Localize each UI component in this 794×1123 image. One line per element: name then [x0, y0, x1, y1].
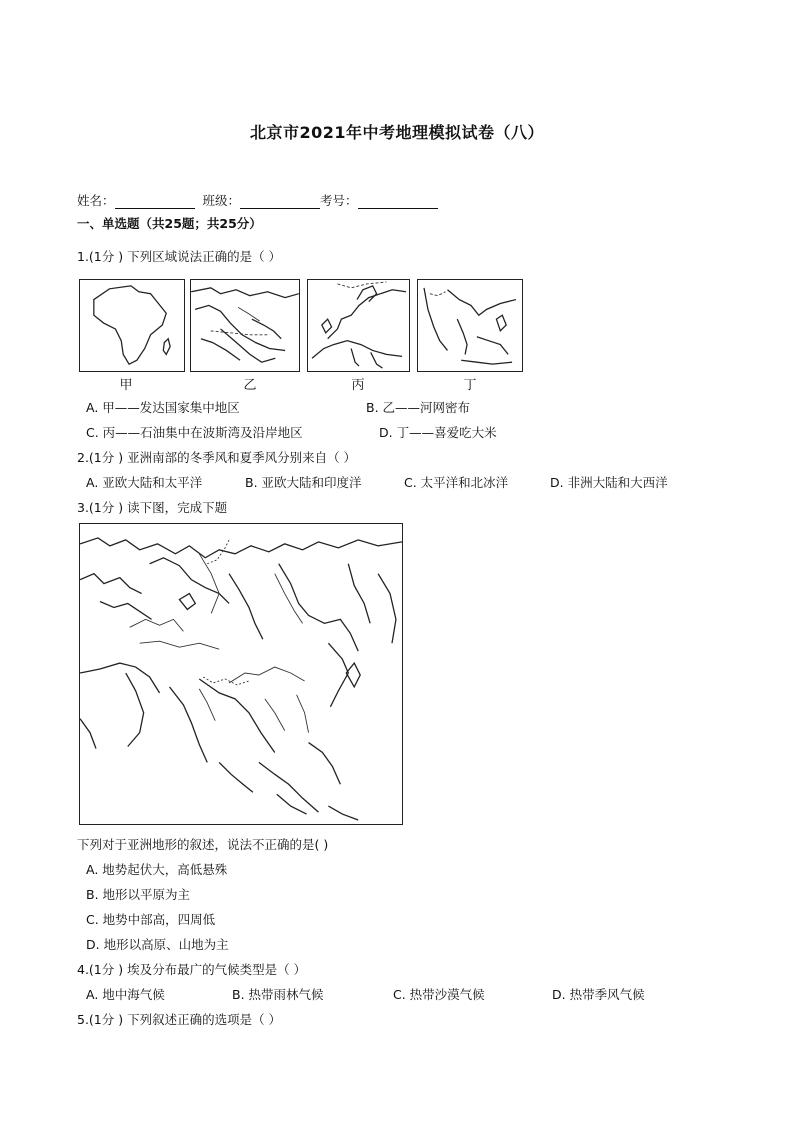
question-3-stem: 3.(1分 ) 读下图，完成下题	[77, 500, 228, 515]
question-5-stem: 5.(1分 ) 下列叙述正确的选项是（ ）	[77, 1012, 282, 1027]
q1-option-c[interactable]: C. 丙——石油集中在波斯湾及沿岸地区	[86, 425, 303, 440]
exam-no-label: 考号：	[320, 193, 358, 208]
q1-option-b[interactable]: B. 乙——河网密布	[366, 400, 471, 415]
map-africa	[79, 279, 185, 372]
q3-option-d[interactable]: D. 地形以高原、山地为主	[86, 937, 229, 952]
q1-option-a[interactable]: A. 甲——发达国家集中地区	[86, 400, 240, 415]
q4-option-b[interactable]: B. 热带雨林气候	[232, 987, 324, 1002]
section-heading: 一、单选题（共25题；共25分）	[77, 216, 262, 231]
page-title: 北京市2021年中考地理模拟试卷（八）	[249, 123, 545, 142]
map-middle-east	[190, 279, 300, 372]
q2-option-d[interactable]: D. 非洲大陆和大西洋	[550, 475, 668, 490]
question-4-stem: 4.(1分 ) 埃及分布最广的气候类型是（ ）	[77, 962, 307, 977]
q3-option-b[interactable]: B. 地形以平原为主	[86, 887, 191, 902]
q2-option-b[interactable]: B. 亚欧大陆和印度洋	[245, 475, 362, 490]
map-asia	[79, 523, 403, 825]
map-label-ding: 丁	[463, 378, 477, 393]
map-label-jia: 甲	[119, 378, 133, 393]
map-label-bing: 丙	[351, 378, 365, 393]
map-label-yi: 乙	[243, 378, 257, 393]
q1-option-d[interactable]: D. 丁——喜爱吃大米	[379, 425, 497, 440]
q3-sub-question: 下列对于亚洲地形的叙述，说法不正确的是( )	[77, 837, 329, 852]
name-label: 姓名：	[77, 193, 115, 208]
question-2-stem: 2.(1分 ) 亚洲南部的冬季风和夏季风分别来自（ ）	[77, 450, 357, 465]
q4-option-c[interactable]: C. 热带沙漠气候	[393, 987, 485, 1002]
map-europe	[307, 279, 410, 372]
q2-option-c[interactable]: C. 太平洋和北冰洋	[404, 475, 509, 490]
question-1-stem: 1.(1分 ) 下列区域说法正确的是（ ）	[77, 249, 282, 264]
q4-option-a[interactable]: A. 地中海气候	[86, 987, 165, 1002]
class-label: 班级：	[202, 193, 241, 208]
exam-no-blank[interactable]	[358, 196, 438, 209]
student-info-line	[77, 193, 438, 209]
q4-option-d[interactable]: D. 热带季风气候	[552, 987, 645, 1002]
q3-option-a[interactable]: A. 地势起伏大，高低悬殊	[86, 862, 228, 877]
name-blank[interactable]	[115, 196, 195, 209]
map-southeast-asia	[417, 279, 523, 372]
class-blank[interactable]	[240, 196, 320, 209]
q2-option-a[interactable]: A. 亚欧大陆和太平洋	[86, 475, 203, 490]
q3-option-c[interactable]: C. 地势中部高，四周低	[86, 912, 216, 927]
